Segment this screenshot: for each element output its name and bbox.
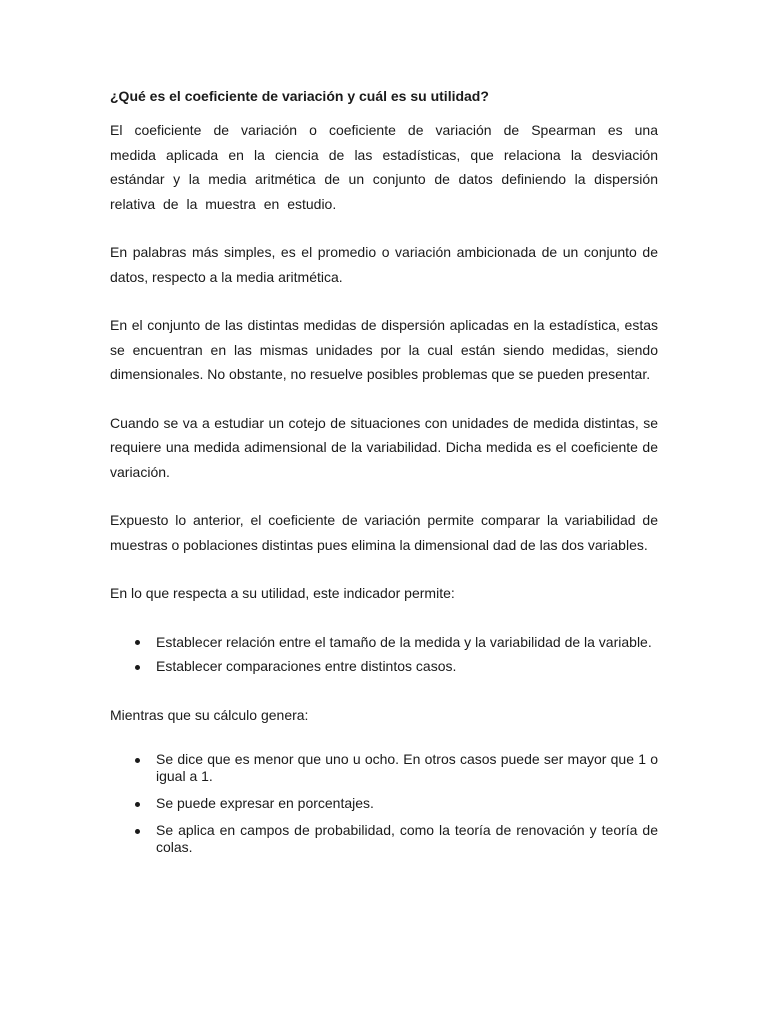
- list-item-text: Se dice que es menor que uno u ocho. En otros casos puede ser mayor que 1 o igual a 1.: [156, 751, 658, 784]
- paragraph-definition: El coeficiente de variación o coeficiente de variación de Spearman es una medida aplicada en la ciencia de las estadísticas, que relaciona la desviación estándar y la media aritmética de un conjunto de datos definiendo la dispersión relativa de la muestra en estudio.: [110, 122, 658, 212]
- list-item: [110, 654, 658, 679]
- bullet-icon: [132, 630, 142, 655]
- bullet-icon: [132, 751, 142, 768]
- list-item-text: Se aplica en campos de probabilidad, como la teoría de renovación y teoría de colas.: [156, 822, 658, 855]
- list-item-text: Establecer comparaciones entre distintos casos.: [156, 658, 457, 674]
- bullet-icon: [132, 795, 142, 812]
- list-item: [110, 630, 658, 655]
- paragraph-simple-terms: En palabras más simples, es el promedio o variación ambicionada de un conjunto de datos, respecto a la media aritmética.: [110, 244, 658, 285]
- calc-list: [110, 751, 658, 856]
- list-item-text: Se puede expresar en porcentajes.: [156, 795, 374, 811]
- utility-list: [110, 630, 658, 679]
- bullet-icon: [132, 822, 142, 839]
- paragraph-dimensionless: Cuando se va a estudiar un cotejo de situaciones con unidades de medida distintas, se requiere una medida adimensional de la variabilidad. Dicha medida es el coeficiente de variación.: [110, 414, 658, 480]
- document-title: ¿Qué es el coeficiente de variación y cuál es su utilidad?: [110, 88, 489, 104]
- paragraph-dispersion-measures: En el conjunto de las distintas medidas de dispersión aplicadas en la estadística, estas se encuentran en las mismas unidades por la cual están siendo medidas, siendo dimensionales. No obstante, no resuelve posibles problemas que se pueden presentar.: [110, 317, 658, 382]
- list-item: [110, 751, 658, 785]
- paragraph-calc-intro: Mientras que su cálculo genera:: [110, 706, 309, 723]
- paragraph-utility-intro: En lo que respecta a su utilidad, este indicador permite:: [110, 585, 455, 601]
- document-page: [110, 86, 658, 880]
- bullet-icon: [132, 654, 142, 679]
- list-item-text: Establecer relación entre el tamaño de la medida y la variabilidad de la variable.: [156, 633, 652, 650]
- list-item: [110, 822, 658, 856]
- list-item: [110, 795, 658, 812]
- paragraph-comparison: Expuesto lo anterior, el coeficiente de variación permite comparar la variabilidad de muestras o poblaciones distintas pues elimina la dimensional dad de las dos variables.: [110, 512, 658, 553]
